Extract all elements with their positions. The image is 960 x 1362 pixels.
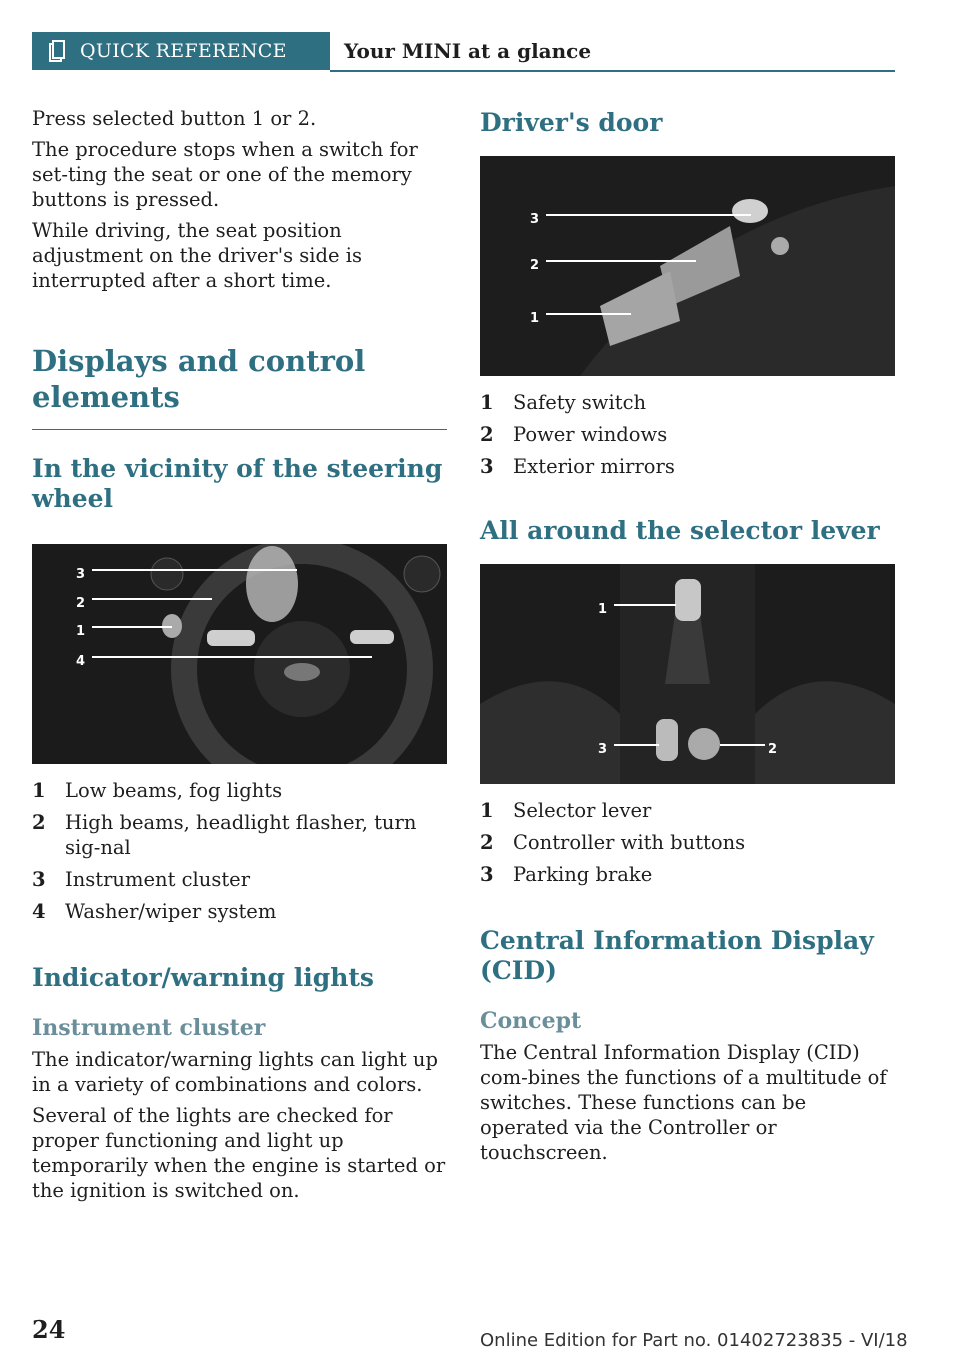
drivers-door-image	[480, 156, 895, 376]
paragraph: Press selected button 1 or 2.	[32, 107, 317, 130]
legend-item: 3 Exterior mirrors	[480, 455, 675, 478]
header-rule	[330, 70, 895, 72]
legend-item: 3 Parking brake	[480, 863, 653, 886]
callout-1: 1	[76, 624, 86, 639]
selector-lever-image	[480, 564, 895, 784]
sub-subsection-title: Concept	[480, 1008, 582, 1034]
steering-legend	[32, 778, 447, 924]
book-icon	[48, 40, 66, 62]
legend-item: 2 Controller with buttons	[480, 831, 746, 854]
callout-3: 3	[530, 212, 540, 227]
quick-reference-tab[interactable]	[32, 32, 330, 70]
subsection-title: In the vicinity of the steering wheel	[32, 454, 443, 513]
legend-item: 1 Selector lever	[480, 799, 652, 822]
paragraph: While driving, the seat position adjustment on the driver's side is interrupted after a short time.	[32, 219, 363, 292]
callout-line	[92, 656, 372, 658]
chapter-title: Your MINI at a glance	[344, 39, 592, 63]
section-title: Displays and control elements	[32, 344, 366, 414]
page-number: 24	[32, 1315, 66, 1344]
tab-label: QUICK REFERENCE	[80, 40, 287, 62]
callout-line	[614, 744, 659, 746]
subsection-title: Central Information Display (CID)	[480, 926, 874, 985]
subsection-title: Driver's door	[480, 108, 663, 137]
callout-line	[92, 569, 297, 571]
paragraph: The procedure stops when a switch for set-ting the seat or one of the memory buttons is pressed.	[32, 138, 418, 211]
page-header	[32, 32, 895, 72]
sub-subsection-title: Instrument cluster	[32, 1015, 266, 1041]
callout-1: 1	[598, 602, 608, 617]
right-column	[480, 108, 895, 1171]
callout-2: 2	[768, 742, 778, 757]
edition-note: Online Edition for Part no. 01402723835 - VI/18	[480, 1330, 908, 1351]
paragraph: The indicator/warning lights can light up in a variety of combinations and colors.	[32, 1048, 438, 1096]
steering-wheel-image	[32, 544, 447, 764]
callout-line	[546, 260, 696, 262]
callout-1: 1	[530, 311, 540, 326]
legend-item: 1 Safety switch	[480, 391, 647, 414]
selector-legend	[480, 798, 895, 887]
callout-line	[92, 626, 172, 628]
callout-4: 4	[76, 654, 86, 669]
subsection-title: Indicator/warning lights	[32, 963, 374, 992]
subsection-title: All around the selector lever	[480, 516, 880, 545]
left-column	[32, 106, 447, 1209]
callout-line	[720, 744, 765, 746]
legend-item: 1 Low beams, fog lights	[32, 779, 283, 802]
legend-item: 3 Instrument cluster	[32, 868, 251, 891]
callout-line	[546, 313, 631, 315]
callout-3: 3	[598, 742, 608, 757]
legend-item: 2 Power windows	[480, 423, 668, 446]
paragraph: Several of the lights are checked for proper functioning and light up temporarily when the engine is started or the ignition is switched on.	[32, 1104, 446, 1202]
callout-2: 2	[76, 596, 86, 611]
callout-3: 3	[76, 567, 86, 582]
callout-line	[614, 604, 676, 606]
legend-item: 2 High beams, headlight flasher, turn sig-nal	[32, 811, 417, 859]
paragraph: The Central Information Display (CID) com-bines the functions of a multitude of switches. These functions can be operated via the Controller or touchscreen.	[480, 1041, 887, 1164]
door-legend	[480, 390, 895, 479]
callout-line	[92, 598, 212, 600]
callout-line	[546, 214, 751, 216]
callout-2: 2	[530, 258, 540, 273]
legend-item: 4 Washer/wiper system	[32, 900, 277, 923]
